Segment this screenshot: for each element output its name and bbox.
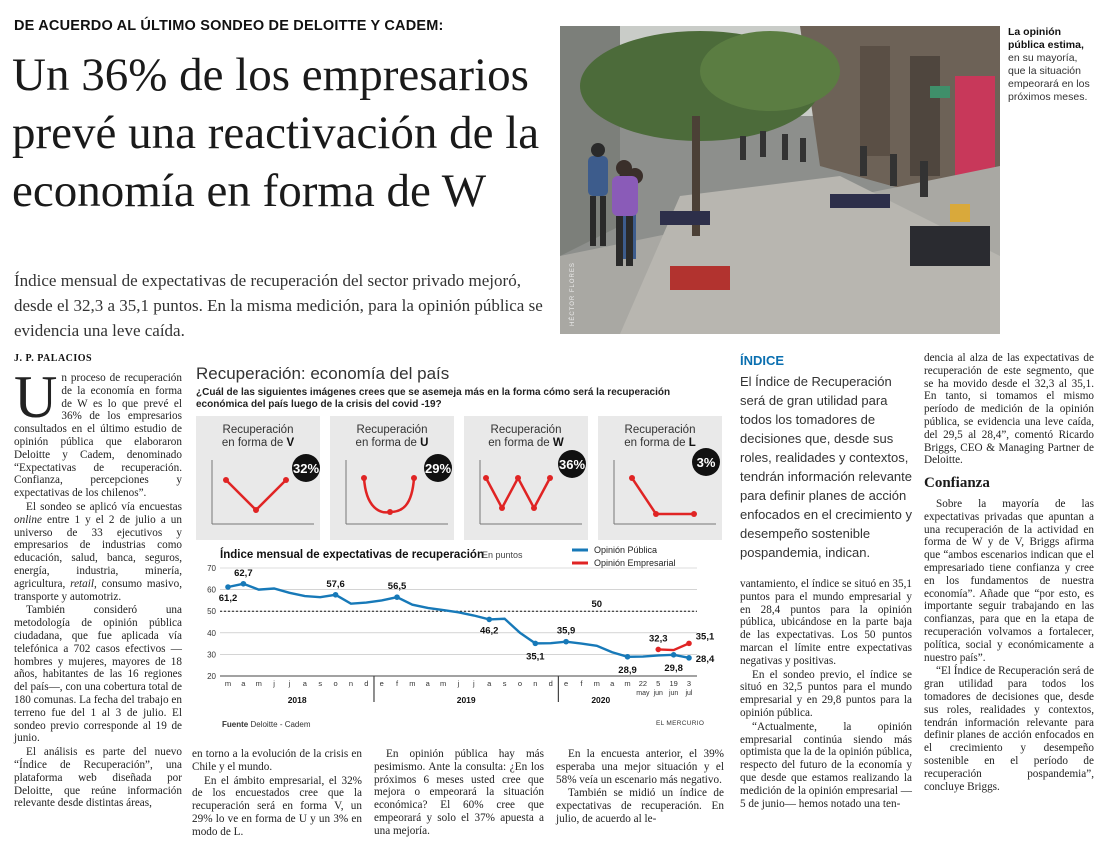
column-4	[374, 748, 544, 839]
year-label: 2020	[591, 695, 611, 705]
x-tick-label: m	[409, 679, 416, 688]
infographic	[192, 362, 722, 740]
indice-body: El Índice de Recuperación será de gran utilidad para todos los tomadores de decisiones que, desde sus roles, realidades y contextos, tendrán información relevante para definir planes de acción enfocados en el crecimiento y desempeño sostenible pospandemia, indican.	[740, 374, 912, 560]
x-tick-label: 19	[669, 679, 678, 688]
u-shape-icon	[330, 416, 454, 540]
col1-p2b: entre 1 y el 2 de julio a un universo de 33 ejecutivos y empresarios de industrias como educación, salud, banca, seguros, energía, industria, minería, agricultura,	[14, 513, 182, 590]
point-label: 62,7	[234, 567, 253, 579]
data-point	[333, 592, 339, 598]
card-l	[598, 416, 722, 540]
y-tick-label: 40	[207, 628, 216, 638]
x-tick-label: d	[364, 679, 369, 688]
dropcap: U	[14, 364, 58, 430]
subhead: Índice mensual de expectativas de recuperación del sector privado mejoró, desde el 32,3 a 35,1 puntos. En la misma medición, para la opinión pública se evidencia una leve caída.	[14, 271, 543, 340]
col1-p2c: , consumo masivo, transporte y automotriz.	[14, 577, 182, 603]
col6-p2: En el sondeo previo, el índice se situó en 32,5 puntos para el mundo empresarial y en 29,8 puntos para la opinión pública.	[740, 668, 912, 719]
x-tick-label: m	[593, 679, 600, 688]
confianza-heading: Confianza	[924, 475, 990, 492]
column-1	[14, 364, 182, 811]
x-tick-label: m	[624, 679, 631, 688]
x-tick-label: m	[255, 679, 262, 688]
v-shape-icon	[196, 416, 320, 540]
l-shape-icon	[598, 416, 722, 540]
x-sub-label: jun	[668, 690, 679, 697]
graphic-question: ¿Cuál de las siguientes imágenes crees que se asemeja más en la forma cómo será la recuperación económica del país luego de la crisis del covid -19?	[196, 387, 671, 410]
x-tick-label: o	[333, 679, 338, 688]
series-line	[228, 584, 689, 658]
column-6	[740, 578, 912, 811]
column-7	[924, 352, 1094, 794]
col7-p1: dencia al alza de las expectativas de recuperación de este segmento, que se ha movido desde el 32,3 al 35,1. En tanto, si tomamos el mismo período de medición de la opinión pública, se evidencia una leve caída, del 29,5 al 28,4”, comentó Ricardo Briggs, CEO & Managing Partner de Deloitte.	[924, 352, 1094, 467]
point-label: 28,4	[695, 653, 715, 665]
y-tick-label: 70	[207, 564, 216, 573]
source-text: Deloitte - Cadem	[250, 720, 311, 729]
x-tick-label: a	[241, 679, 246, 688]
point-label: 35,9	[556, 625, 576, 637]
legend-label: Opinión Empresarial	[594, 558, 676, 568]
card-v-label: Recuperación en forma de V	[221, 424, 295, 449]
x-tick-label: e	[379, 679, 384, 688]
x-tick-label: s	[318, 679, 323, 688]
card-w	[464, 416, 588, 540]
x-tick-label: n	[348, 679, 354, 688]
caption-text: en su mayoría, que la situación empeorará en los próximos meses.	[1008, 52, 1090, 103]
y-tick-label: 60	[207, 585, 216, 595]
col7-p3: “El Índice de Recuperación será de gran utilidad para todos los tomadores de decisiones que, desde sus roles, realidades y contextos, tendrán información relevante para definir planes de acción enfocados en el crecimiento y desempeño sostenible en el período de recuperación pospandemia”, concluye Briggs.	[924, 665, 1094, 793]
reference-label: 50	[591, 599, 603, 611]
col6-p1: vantamiento, el índice se situó en 35,1 puntos para el mundo empresarial y en 28,4 puntos para la opinión pública, ubicándose en la parte baja de las expectativas. Los 50 puntos marcan el límite entre expectativas negativas y positivas.	[740, 578, 912, 667]
x-tick-label: a	[487, 679, 492, 688]
point-label: 32,3	[649, 633, 668, 645]
x-tick-label: n	[533, 679, 538, 688]
x-tick-label: j	[473, 679, 475, 688]
headline: Un 36% de los empresarios prevé una reactivación de la economía en forma de W	[12, 49, 540, 217]
x-tick-label: m	[440, 679, 447, 688]
x-tick-label: j	[288, 679, 291, 688]
x-sub-label: jun	[653, 690, 663, 697]
col1-p2a: El sondeo se aplicó vía encuestas	[26, 500, 182, 513]
data-point	[225, 584, 231, 590]
data-point	[686, 655, 692, 661]
y-tick-label: 50	[207, 607, 216, 617]
x-tick-label: a	[610, 679, 615, 688]
point-label: 35,1	[526, 651, 545, 663]
source-label: Fuente	[222, 720, 249, 729]
card-w-label: Recuperación en forma de W	[488, 424, 564, 449]
x-tick-label: d	[548, 679, 553, 688]
point-label: 61,2	[218, 593, 238, 605]
photo-credit: HÉCTOR FLORES	[570, 262, 576, 326]
data-point	[671, 652, 677, 658]
x-tick-label: j	[273, 679, 275, 688]
data-point	[241, 581, 247, 587]
x-tick-label: 5	[656, 679, 661, 688]
point-label: 56,5	[387, 581, 407, 593]
y-tick-label: 20	[207, 672, 216, 681]
card-l-label: Recuperación en forma de L	[624, 424, 696, 449]
point-label: 57,6	[326, 578, 345, 590]
col7-p2: Sobre la mayoría de las expectativas privadas que apuntan a una recuperación de la actividad en forma de W y de V, Briggs afirma que “ambos escenarios indican que el empresariado tiene confianza y cree en los fundamentos de nuestra economía”. Añade que “por esto, es importante seguir trabajando en las confianzas, para que en la etapa de recuperación volvamos a fortalecer, política, social y económicamente a nuestro país”.	[924, 497, 1094, 664]
x-tick-label: 3	[686, 679, 692, 688]
x-tick-label: j	[457, 679, 460, 688]
col1-p4: El análisis es parte del nuevo “Índice de Recuperación”, una plataforma web diseñada por Deloitte, que reúne información relevante desde distintas áreas,	[14, 746, 182, 810]
data-point	[394, 594, 400, 600]
col1-p3: También consideró una metodología de opinión pública ciudadana, que fue aplicada vía telefónica a 702 casos efectivos —hombres y mujeres, mayores de 18 años, habitantes de las 16 regiones del país—, con una cobertura total de 180 comunas. La fecha del trabajo en terreno fue del 1 al 3 de julio. El sondeo previo corresponde al 19 de junio.	[14, 604, 182, 745]
x-sub-label: may	[636, 690, 650, 697]
x-tick-label: e	[563, 679, 569, 688]
x-sub-label: jul	[685, 690, 693, 697]
col1-p2	[14, 501, 182, 603]
x-tick-label: o	[517, 679, 523, 688]
column-3	[192, 748, 362, 840]
indice-heading: ÍNDICE	[740, 353, 785, 368]
x-tick-label: m	[224, 679, 232, 688]
col4-p1: En opinión pública hay más pesimismo. Ante la consulta: ¿En los próximos 6 meses usted cree que mejora o empeorará la situación económica? El 60% cree que empeorará y solo el 37% apuesta a una mejoría.	[374, 748, 544, 837]
data-point	[563, 639, 569, 645]
graphic-title: Recuperación: economía del país	[196, 364, 450, 383]
x-tick-label: s	[502, 679, 507, 688]
x-tick-label: f	[395, 679, 399, 688]
card-u-label: Recuperación en forma de U	[355, 424, 429, 449]
y-tick-label: 30	[207, 650, 216, 660]
data-point	[533, 641, 539, 647]
x-tick-label: f	[580, 679, 583, 688]
column-5	[556, 748, 724, 827]
paper-credit: EL MERCURIO	[656, 720, 705, 727]
photo-caption	[1008, 26, 1094, 104]
street-photo	[560, 26, 1000, 334]
col5-p2: También se midió un índice de expectativas de recuperación. En julio, de acuerdo al le-	[556, 787, 724, 825]
caption-bold: La opinión pública estima,	[1008, 26, 1084, 51]
source-line	[222, 720, 311, 729]
w-shape-icon	[464, 416, 588, 540]
card-l-pct: 3%	[696, 455, 716, 470]
year-label: 2018	[287, 695, 307, 705]
point-label: 28,9	[618, 664, 637, 676]
data-point	[686, 641, 692, 647]
x-tick-label: 22	[638, 679, 648, 688]
col1-p2-retail: retail	[70, 577, 94, 590]
data-point	[625, 654, 631, 660]
kicker: DE ACUERDO AL ÚLTIMO SONDEO DE DELOITTE Y CADEM:	[14, 18, 444, 34]
point-label: 29,8	[664, 662, 683, 674]
point-label: 46,2	[479, 625, 499, 637]
col3-p1: en torno a la evolución de la crisis en Chile y el mundo.	[192, 748, 362, 773]
col5-p1: En la encuesta anterior, el 39% esperaba una mejor situación y el 58% veía un escenario más negativo.	[556, 748, 724, 786]
col6-p3: “Actualmente, la opinión empresarial continúa siendo más optimista que la de la opinión pública, respecto del futuro de la economía y que desde que estamos realizando la medición de la opinión empresarial —5 de junio— hemos notado una ten-	[740, 720, 912, 810]
year-label: 2019	[456, 695, 476, 705]
chart-subtitle: En puntos	[482, 550, 523, 560]
point-label: 35,1	[695, 631, 715, 643]
col1-p1: n proceso de recuperación de la economía en forma de W es lo que prevé el 36% de los empresarios consultados en el último estudio de opinión pública que elaboraron Deloitte y Cadem, denominado “Expectativas de recuperación. Confianza, percepciones y expectativas de los chilenos”.	[14, 372, 182, 500]
x-tick-label: a	[425, 679, 430, 688]
card-v	[196, 416, 320, 540]
legend-label: Opinión Pública	[594, 546, 658, 555]
card-w-pct: 36%	[558, 457, 586, 472]
card-v-pct: 32%	[292, 461, 320, 476]
data-point	[486, 617, 492, 623]
col1-p2-online: online	[14, 513, 42, 526]
card-u-pct: 29%	[424, 461, 452, 476]
x-tick-label: a	[302, 679, 307, 688]
card-u	[330, 416, 454, 540]
data-point	[655, 647, 661, 653]
line-chart	[192, 546, 722, 718]
col3-p2: En el ámbito empresarial, el 32% de los encuestados cree que la recuperación será en forma V, un 29% lo ve en forma de U y un 3% en modo de L.	[192, 774, 362, 838]
byline: J. P. PALACIOS	[14, 353, 93, 364]
chart-title: Índice mensual de expectativas de recuperación	[220, 549, 484, 561]
